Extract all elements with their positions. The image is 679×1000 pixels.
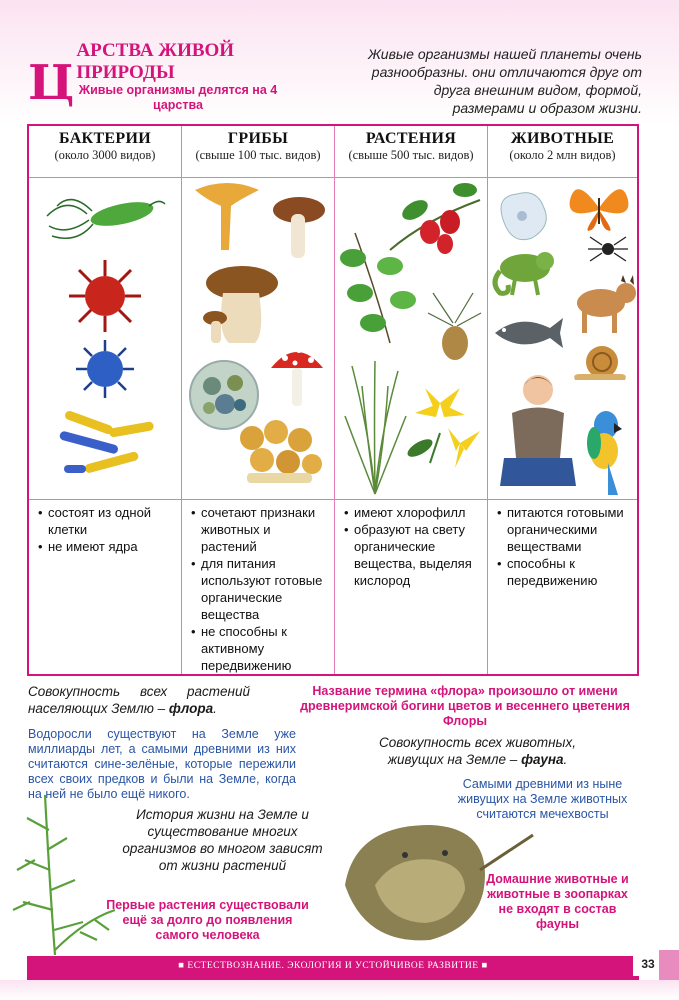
footer-text: ■ ЕСТЕСТВОЗНАНИЕ. ЭКОЛОГИЯ И УСТОЙЧИВОЕ РАЗВИТИЕ ■ [178, 961, 488, 971]
amoeba-icon [492, 186, 552, 246]
bacteria-features [29, 500, 181, 555]
butterfly-icon [566, 180, 632, 235]
fauna-term: фауна [521, 752, 564, 767]
column-header [335, 126, 487, 178]
feature-item: • не имеют ядра [35, 538, 175, 555]
flora-definition: Совокупность всех растений населяющих Землю – флора. [28, 684, 250, 716]
column-name: РАСТЕНИЯ [365, 130, 457, 147]
column-name: ГРИБЫ [227, 130, 289, 147]
catfish-icon [490, 308, 565, 358]
bacterium-spiky-icon [67, 258, 143, 334]
lynx-icon [566, 273, 636, 338]
kingdoms-table [27, 124, 639, 676]
virus-blue-icon [74, 338, 136, 400]
birch-branch-icon [335, 228, 435, 348]
column-header [488, 126, 637, 178]
algae-note: Водоросли существуют на Земле уже миллиарды лет, а самыми древними из них считаются сине-зелёные, которые пережили всех своих предков и были на Земле, когда на ней не было ещё никого. [28, 727, 296, 801]
first-plants-note: Первые растения существовали ещё за долго до появления самого человека [106, 898, 309, 942]
column-name: БАКТЕРИИ [59, 130, 151, 147]
column-header [182, 126, 334, 178]
history-note: История жизни на Земле и существование многих организмов во многом зависят от жизни растений [122, 807, 323, 873]
feature-item: • для питания используют готовые органические вещества [188, 555, 328, 623]
intro-paragraph: Живые организмы нашей планеты очень разнообразны. они отличаются друг от друга внешним видом, формой, размерами и образом жизни. [367, 46, 642, 116]
domestic-animals-note: Домашние животные и животные в зоопарках не входят в состав фауны [486, 872, 629, 931]
chanterelle-mushroom-icon [187, 180, 332, 265]
flora-term: флора [168, 701, 214, 716]
flora-definition-text: Совокупность всех растений населяющих Землю – [28, 684, 250, 716]
footer-bar [27, 956, 639, 980]
feature-item: • сочетают признаки животных и растений [188, 504, 328, 555]
title-text: АРСТВА ЖИВОЙ ПРИРОДЫ [76, 40, 235, 83]
feature-item: • способны к передвижению [494, 555, 631, 589]
lily-flowers-icon [400, 383, 485, 478]
bacteria-rods-icon [54, 410, 164, 485]
bottom-stripe [0, 980, 679, 1000]
horseshoe-crab-note: Самыми древними из ныне живущих на Земле животных считаются мечехвосты [457, 777, 628, 821]
column-plants [335, 126, 488, 674]
fungi-features [182, 500, 334, 674]
column-animals [488, 126, 637, 674]
boy-child-icon [498, 368, 578, 493]
plants-features [335, 500, 487, 589]
column-count: (свыше 100 тыс. видов) [195, 148, 321, 162]
column-count: (около 2 млн видов) [509, 148, 616, 162]
column-count: (свыше 500 тыс. видов) [348, 148, 474, 162]
chameleon-icon [490, 243, 565, 303]
feature-item: • имеют хлорофилл [341, 504, 481, 521]
flora-origin-note: Название термина «флора» произошло от имени древнеримской богини цветов и весеннего цветения Флоры [300, 684, 630, 728]
fly-agaric-icon [267, 338, 327, 408]
column-count: (около 3000 видов) [54, 148, 156, 162]
feature-item: • образуют на свету органические вещества, выделяя кислород [341, 521, 481, 589]
snail-icon [570, 340, 630, 390]
fauna-definition: Совокупность всех животных, живущих на Земле – фауна. [379, 735, 576, 767]
plants-illustrations [335, 178, 487, 500]
column-fungi [182, 126, 335, 674]
porcini-mushroom-icon [197, 263, 282, 348]
column-name: ЖИВОТНЫЕ [510, 130, 615, 147]
fungi-illustrations [182, 178, 334, 500]
spider-icon [588, 233, 628, 265]
bacteria-illustrations [29, 178, 181, 500]
honey-mushrooms-icon [232, 418, 327, 488]
animals-features [488, 500, 637, 589]
bacterium-flagellated-icon [37, 186, 167, 246]
feature-item: • не способны к активному передвижению [188, 623, 328, 674]
fauna-definition-text: Совокупность всех животных, живущих на Земле – [379, 735, 576, 767]
title-initial-letter: Ц [28, 55, 75, 111]
column-bacteria [29, 126, 182, 674]
parrot-macaw-icon [578, 403, 633, 498]
page-number: 33 [633, 954, 663, 976]
page-subtitle: Живые организмы делятся на 4 царства [78, 83, 278, 112]
pine-cone-icon [423, 288, 483, 363]
animals-illustrations [488, 178, 637, 500]
feature-item: • состоят из одной клетки [35, 504, 175, 538]
column-header [29, 126, 181, 178]
feature-item: • питаются готовыми органическими веществами [494, 504, 631, 555]
